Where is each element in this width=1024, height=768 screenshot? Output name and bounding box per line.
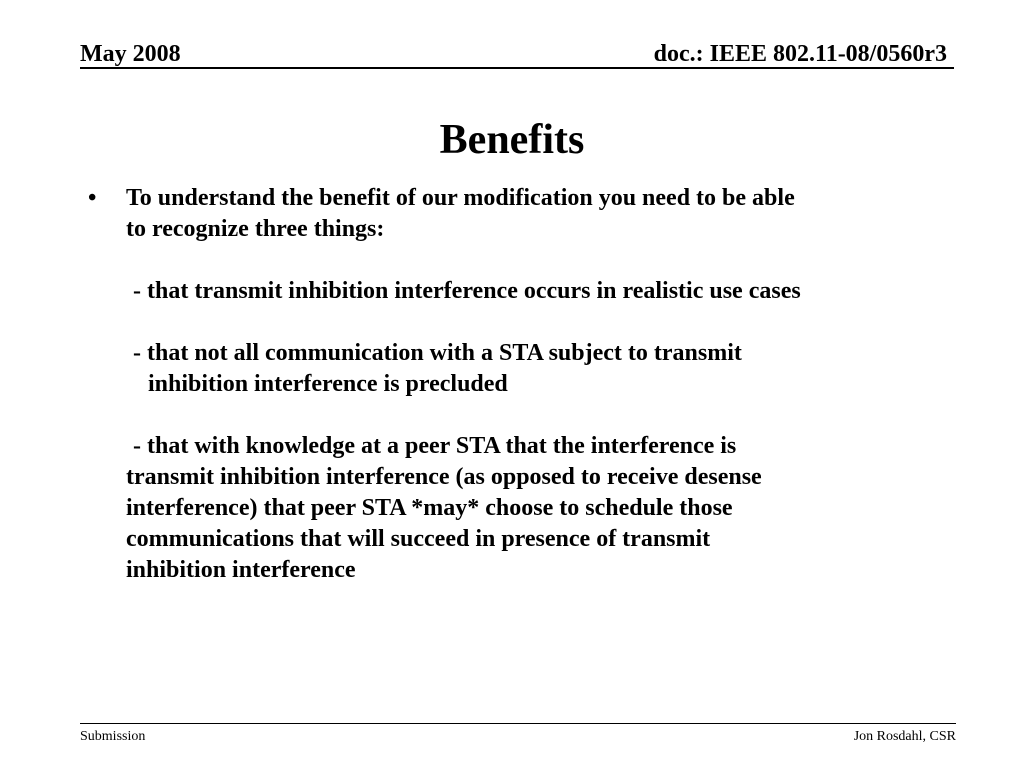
point-text-line: inhibition interference: [126, 557, 356, 583]
header-divider: [80, 67, 954, 69]
point-text-line: interference) that peer STA *may* choose to schedule those: [126, 495, 733, 521]
point-item: [81, 338, 941, 400]
slide-body: [81, 183, 941, 586]
point-item: [81, 276, 941, 307]
point-text-line: communications that will succeed in presence of transmit: [126, 526, 711, 552]
point-text-line: - that not all communication with a STA subject to transmit: [133, 340, 742, 366]
point-text-line: - that transmit inhibition interference occurs in realistic use cases: [133, 278, 801, 304]
header-doc-id: doc.: IEEE 802.11-08/0560r3: [653, 41, 947, 67]
point-text-line: inhibition interference is precluded: [148, 371, 508, 397]
bullet-item: [81, 183, 941, 245]
footer-submission: Submission: [80, 729, 146, 744]
bullet-text-line: to recognize three things:: [126, 216, 385, 242]
slide-title: Benefits: [439, 117, 585, 163]
bullet-text-line: To understand the benefit of our modification you need to be able: [126, 185, 795, 211]
point-text-line: - that with knowledge at a peer STA that the interference is: [133, 433, 737, 459]
footer-divider: [80, 723, 956, 724]
header-date: May 2008: [80, 41, 181, 67]
point-item: [81, 431, 941, 586]
footer-author: Jon Rosdahl, CSR: [853, 729, 956, 744]
point-text-line: transmit inhibition interference (as opposed to receive desense: [126, 464, 762, 490]
bullet-icon: •: [88, 185, 97, 211]
